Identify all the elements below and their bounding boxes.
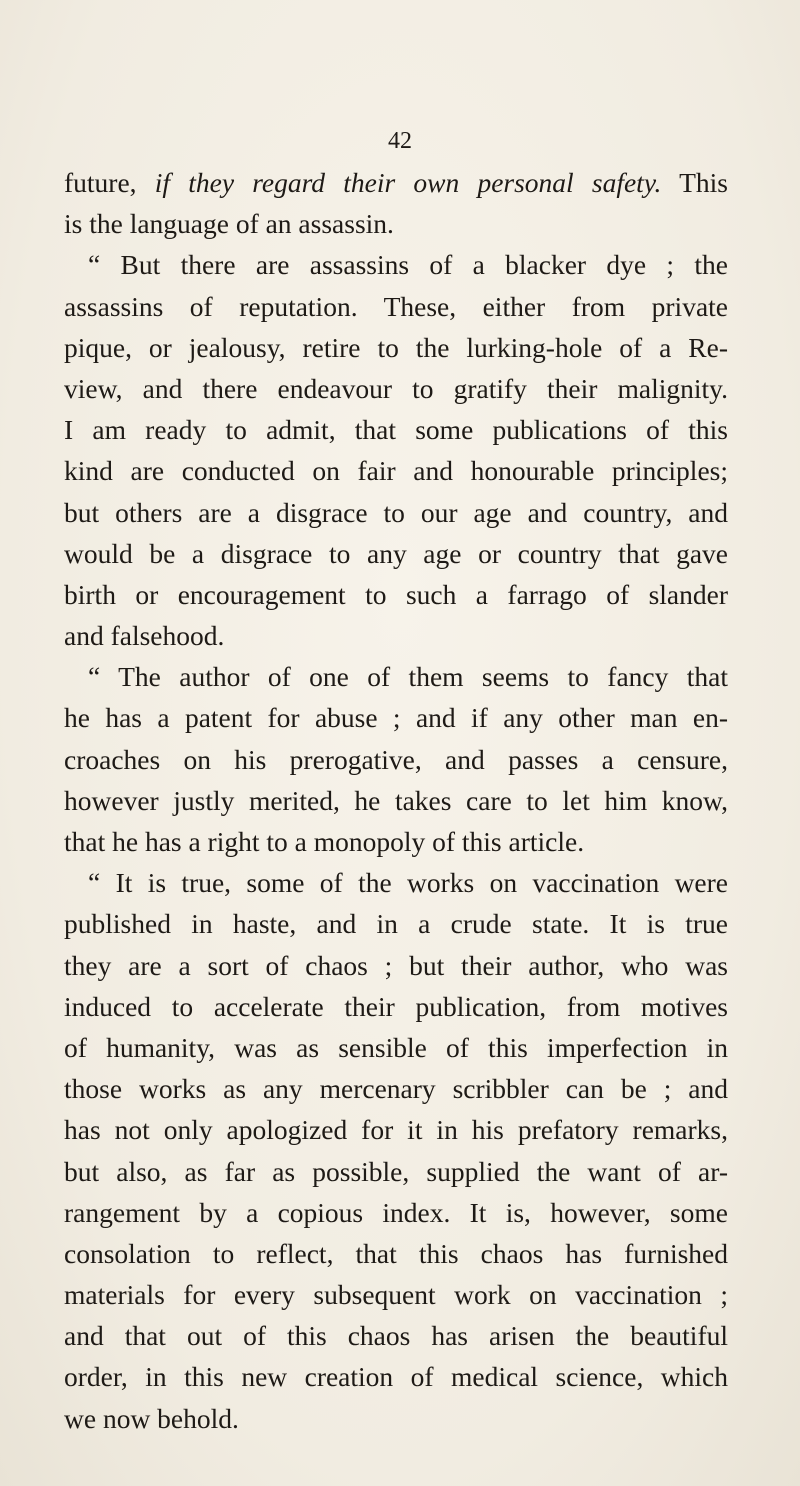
paragraph-start: “ But there are assassins of a blacker dye ; the	[88, 249, 728, 281]
text-line: and that out of this chaos has arisen the beautiful	[64, 1320, 728, 1352]
text-line: view, and there endeavour to gratify their malignity.	[64, 372, 728, 404]
text-line: birth or encouragement to such a farrago of slander	[64, 578, 728, 610]
text-run: This	[661, 167, 729, 198]
text-line: of humanity, was as sensible of this imperfection in	[64, 1031, 728, 1063]
text-line: pique, or jealousy, retire to the lurking-hole of a Re-	[64, 331, 728, 363]
text-line: consolation to reflect, that this chaos has furnished	[64, 1237, 728, 1269]
text-line: we now behold.	[64, 1402, 239, 1434]
paragraph-start: “ It is true, some of the works on vaccination were	[88, 867, 728, 899]
page-number: 42	[388, 128, 412, 154]
text-line: materials for every subsequent work on vaccination ;	[64, 1279, 728, 1311]
text-line: and falsehood.	[64, 620, 225, 652]
text-line: has not only apologized for it in his prefatory remarks,	[64, 1114, 728, 1146]
text-line: those works as any mercenary scribbler can be ; and	[64, 1073, 728, 1105]
text-line: that he has a right to a monopoly of this article.	[64, 826, 585, 857]
text-line: would be a disgrace to any age or country that gave	[64, 537, 728, 569]
text-line	[64, 162, 728, 203]
text-line: order, in this new creation of medical science, which	[64, 1361, 728, 1393]
text-line: croaches on his prerogative, and passes a censure,	[64, 743, 728, 775]
text-line: is the language of an assassin.	[64, 208, 394, 240]
text-line: assassins of reputation. These, either from private	[64, 290, 728, 322]
text-line: I am ready to admit, that some publications of this	[64, 414, 728, 446]
text-line: published in haste, and in a crude state. It is true	[64, 908, 728, 940]
text-line: but also, as far as possible, supplied the want of ar-	[64, 1155, 728, 1187]
text-line: however justly merited, he takes care to let him know,	[64, 784, 728, 816]
text-line: he has a patent for abuse ; and if any other man en-	[64, 702, 728, 734]
italic-phrase: if they regard their own personal safety.	[154, 167, 662, 198]
text-run: future,	[64, 167, 155, 198]
text-line: they are a sort of chaos ; but their author, who was	[64, 949, 728, 981]
paragraph-start: “ The author of one of them seems to fancy that	[88, 661, 728, 693]
text-line: kind are conducted on fair and honourable principles;	[64, 455, 728, 487]
text-line: rangement by a copious index. It is, however, some	[64, 1196, 728, 1228]
body-text	[64, 162, 728, 1439]
text-line: induced to accelerate their publication, from motives	[64, 990, 728, 1022]
text-line: but others are a disgrace to our age and country, and	[64, 496, 728, 528]
